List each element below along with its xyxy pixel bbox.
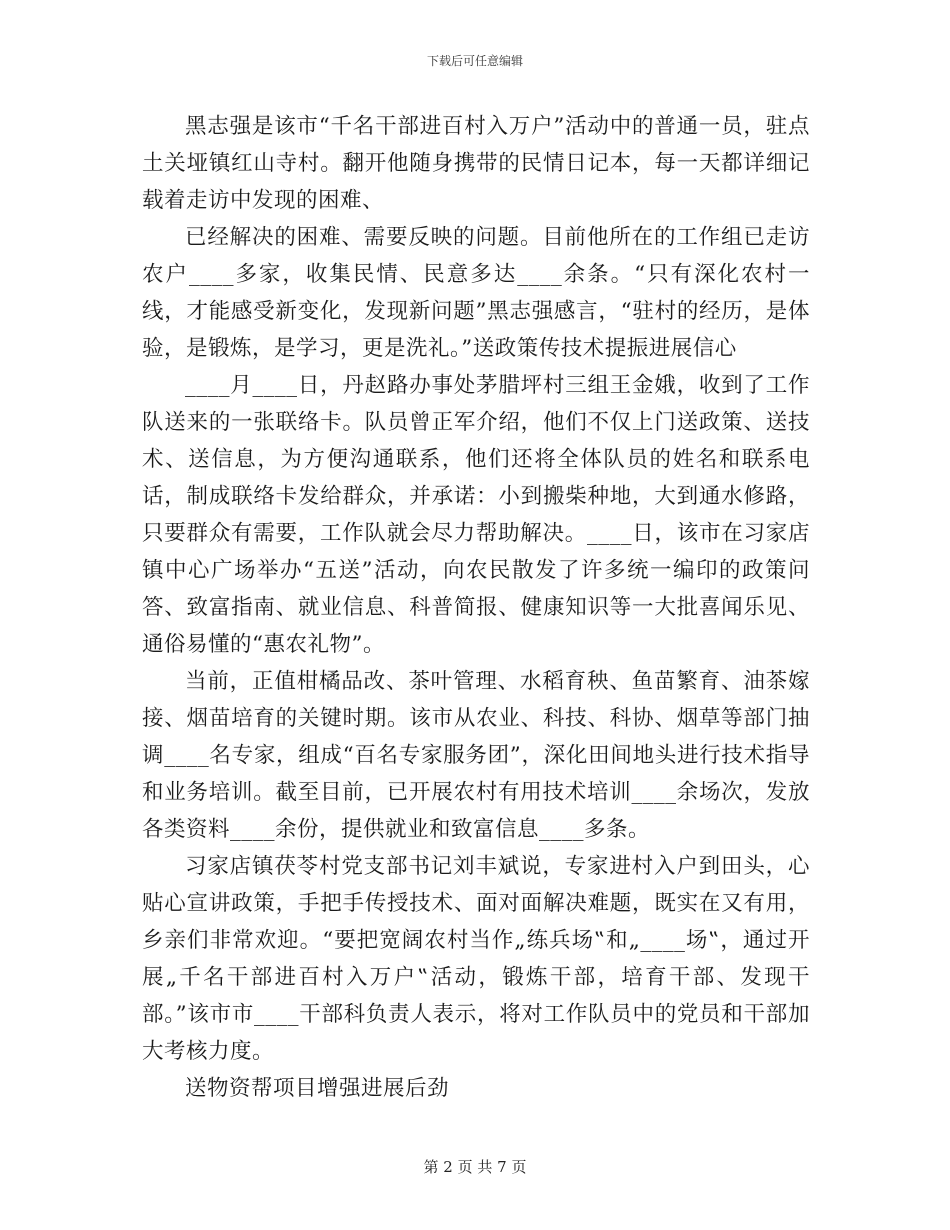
paragraph-6-heading: 送物资帮项目增强进展后劲	[185, 1076, 450, 1101]
page-number-footer: 第 2 页 共 7 页	[423, 1158, 527, 1176]
paragraph-2: 已经解决的困难、需要反映的问题。目前他所在的工作组已走访农户____多家，收集民情、民意多达____余条。“只有深化农村一线，才能感受新变化，发现新问题”黑志强感言，“驻村的经历，是体验，是锻炼，是学习，更是洗礼。”送政策传技术提振进展信心	[142, 225, 810, 361]
paragraph-4: 当前，正值柑橘品改、茶叶管理、水稻育秧、鱼苗繁育、油茶嫁接、烟苗培育的关键时期。该市从农业、科技、科协、烟草等部门抽调____名专家，组成“百名专家服务团”，深化田间地头进行技术指导和业务培训。截至目前，已开展农村有用技术培训____余场次，发放各类资料____余份，提供就业和致富信息____多条。	[142, 669, 810, 842]
paragraph-3: ____月____日，丹赵路办事处茅腊坪村三组王金娥，收到了工作队送来的一张联络卡。队员曾正军介绍，他们不仅上门送政策、送技术、送信息，为方便沟通联系，他们还将全体队员的姓名和联系电话，制成联络卡发给群众，并承诺：小到搬柴种地，大到通水修路，只要群众有需要，工作队就会尽力帮助解决。____日，该市在习家店镇中心广场举办“五送”活动，向农民散发了许多统一编印的政策问答、致富指南、就业信息、科普简报、健康知识等一大批喜闻乐见、通俗易懂的“惠农礼物”。	[142, 373, 810, 657]
document-body	[142, 108, 810, 1107]
paragraph-5: 习家店镇茯苓村党支部书记刘丰斌说，专家进村入户到田头，心贴心宣讲政策，手把手传授技术、面对面解决难题，既实在又有用，乡亲们非常欢迎。“要把宽阔农村当作„练兵场‟和„____场‟，通过开展„千名干部进百村入万户‟活动，锻炼干部，培育干部、发现干部。”该市市____干部科负责人表示，将对工作队员中的党员和干部加大考核力度。	[142, 854, 810, 1064]
paragraph-1: 黑志强是该市“千名干部进百村入万户”活动中的普通一员，驻点土关垭镇红山寺村。翻开他随身携带的民情日记本，每一天都详细记载着走访中发现的困难、	[142, 114, 810, 213]
page-header-note: 下载后可任意编辑	[426, 54, 523, 68]
